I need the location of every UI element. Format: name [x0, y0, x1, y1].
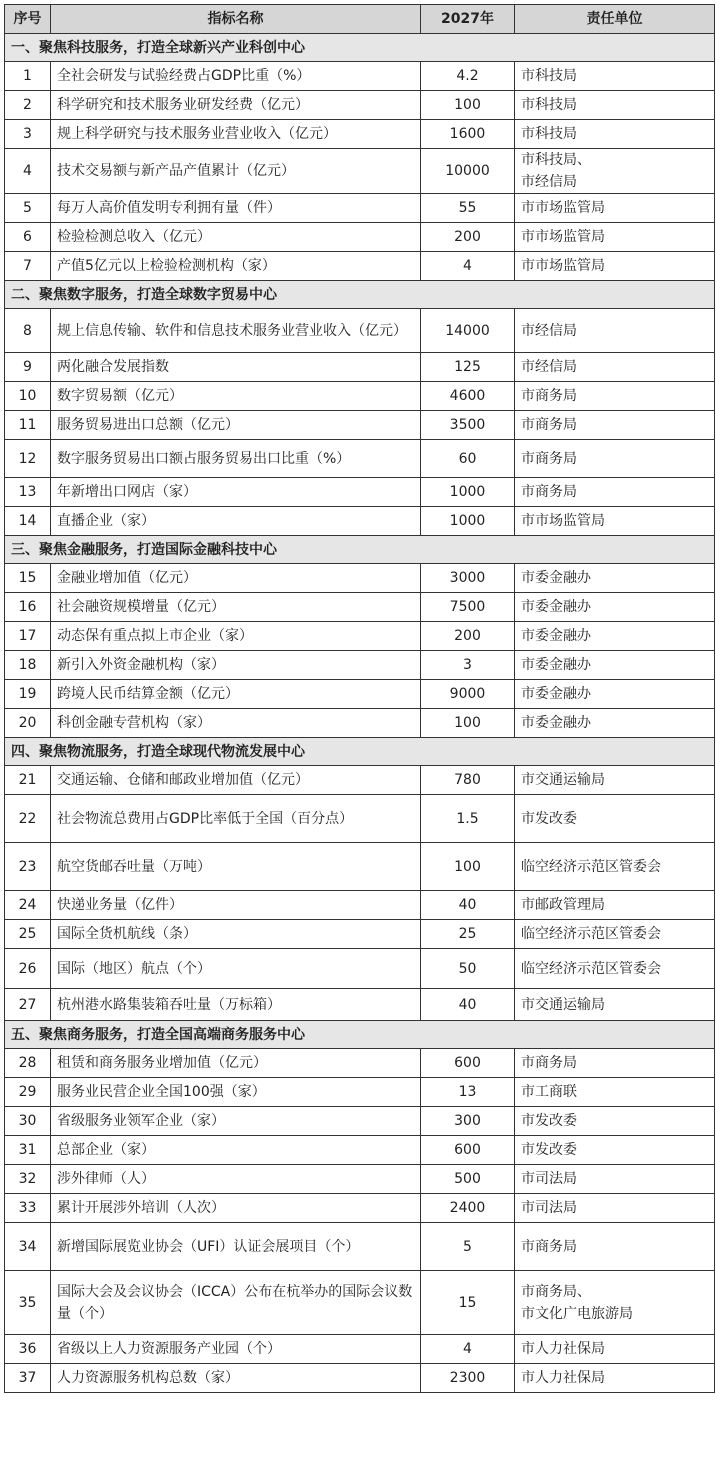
- table-row: [5, 622, 715, 651]
- row-number: 28: [5, 1049, 51, 1078]
- indicator-name: 新增国际展览业协会（UFI）认证会展项目（个）: [51, 1223, 421, 1271]
- section-title: 四、聚焦物流服务，打造全球现代物流发展中心: [5, 738, 715, 766]
- row-number: 23: [5, 843, 51, 891]
- indicator-name: 数字贸易额（亿元）: [51, 382, 421, 411]
- table-row: [5, 1223, 715, 1271]
- indicator-name: 全社会研发与试验经费占GDP比重（%）: [51, 62, 421, 91]
- row-number: 3: [5, 120, 51, 149]
- target-value: 600: [421, 1136, 515, 1165]
- target-value: 2300: [421, 1364, 515, 1393]
- indicator-name: 直播企业（家）: [51, 507, 421, 536]
- table-row: [5, 1271, 715, 1335]
- target-value: 1000: [421, 478, 515, 507]
- target-value: 300: [421, 1107, 515, 1136]
- responsible-unit: 市发改委: [515, 1107, 715, 1136]
- target-value: 10000: [421, 149, 515, 194]
- target-value: 1000: [421, 507, 515, 536]
- target-value: 4600: [421, 382, 515, 411]
- target-value: 1.5: [421, 795, 515, 843]
- responsible-unit: 市商务局: [515, 1223, 715, 1271]
- row-number: 34: [5, 1223, 51, 1271]
- row-number: 27: [5, 989, 51, 1021]
- responsible-unit: 市商务局: [515, 440, 715, 478]
- section-title: 二、聚焦数字服务，打造全球数字贸易中心: [5, 281, 715, 309]
- row-number: 36: [5, 1335, 51, 1364]
- row-number: 7: [5, 252, 51, 281]
- target-value: 25: [421, 920, 515, 949]
- indicator-name: 产值5亿元以上检验检测机构（家）: [51, 252, 421, 281]
- indicator-table: [4, 4, 715, 1393]
- section-row: [5, 536, 715, 564]
- target-value: 13: [421, 1078, 515, 1107]
- target-value: 3: [421, 651, 515, 680]
- table-row: [5, 1335, 715, 1364]
- indicator-name: 杭州港水路集装箱吞吐量（万标箱）: [51, 989, 421, 1021]
- table-row: [5, 564, 715, 593]
- table-row: [5, 593, 715, 622]
- table-row: [5, 194, 715, 223]
- indicator-name: 航空货邮吞吐量（万吨）: [51, 843, 421, 891]
- indicator-name: 检验检测总收入（亿元）: [51, 223, 421, 252]
- row-number: 25: [5, 920, 51, 949]
- header-year: 2027年: [421, 5, 515, 34]
- responsible-unit: 市委金融办: [515, 593, 715, 622]
- row-number: 16: [5, 593, 51, 622]
- target-value: 600: [421, 1049, 515, 1078]
- indicator-name: 动态保有重点拟上市企业（家）: [51, 622, 421, 651]
- responsible-unit: 市科技局: [515, 91, 715, 120]
- row-number: 17: [5, 622, 51, 651]
- section-title: 五、聚焦商务服务，打造全国高端商务服务中心: [5, 1021, 715, 1049]
- indicator-name: 国际（地区）航点（个）: [51, 949, 421, 989]
- table-row: [5, 353, 715, 382]
- target-value: 3000: [421, 564, 515, 593]
- indicator-name: 服务业民营企业全国100强（家）: [51, 1078, 421, 1107]
- responsible-unit: 临空经济示范区管委会: [515, 843, 715, 891]
- row-number: 30: [5, 1107, 51, 1136]
- row-number: 9: [5, 353, 51, 382]
- section-row: [5, 738, 715, 766]
- table-row: [5, 507, 715, 536]
- table-row: [5, 1364, 715, 1393]
- responsible-unit: 市发改委: [515, 795, 715, 843]
- indicator-name: 社会融资规模增量（亿元）: [51, 593, 421, 622]
- target-value: 14000: [421, 309, 515, 353]
- table-row: [5, 949, 715, 989]
- row-number: 33: [5, 1194, 51, 1223]
- target-value: 1600: [421, 120, 515, 149]
- section-row: [5, 281, 715, 309]
- responsible-unit: 市委金融办: [515, 564, 715, 593]
- responsible-unit: 市市场监管局: [515, 507, 715, 536]
- indicator-name: 省级以上人力资源服务产业园（个）: [51, 1335, 421, 1364]
- target-value: 60: [421, 440, 515, 478]
- responsible-unit: 市发改委: [515, 1136, 715, 1165]
- target-value: 5: [421, 1223, 515, 1271]
- target-value: 55: [421, 194, 515, 223]
- indicator-name: 快递业务量（亿件）: [51, 891, 421, 920]
- row-number: 24: [5, 891, 51, 920]
- responsible-unit: 市科技局、 市经信局: [515, 149, 715, 194]
- responsible-unit: 市经信局: [515, 309, 715, 353]
- table-row: [5, 989, 715, 1021]
- responsible-unit: 临空经济示范区管委会: [515, 949, 715, 989]
- responsible-unit: 市科技局: [515, 62, 715, 91]
- responsible-unit: 市司法局: [515, 1194, 715, 1223]
- indicator-name: 跨境人民币结算金额（亿元）: [51, 680, 421, 709]
- target-value: 9000: [421, 680, 515, 709]
- table-row: [5, 149, 715, 194]
- responsible-unit: 市市场监管局: [515, 194, 715, 223]
- target-value: 7500: [421, 593, 515, 622]
- table-row: [5, 1107, 715, 1136]
- responsible-unit: 市科技局: [515, 120, 715, 149]
- table-row: [5, 651, 715, 680]
- responsible-unit: 市商务局: [515, 382, 715, 411]
- table-row: [5, 920, 715, 949]
- responsible-unit: 市委金融办: [515, 651, 715, 680]
- table-row: [5, 91, 715, 120]
- target-value: 4.2: [421, 62, 515, 91]
- header-no: 序号: [5, 5, 51, 34]
- row-number: 26: [5, 949, 51, 989]
- table-row: [5, 680, 715, 709]
- indicator-name: 涉外律师（人）: [51, 1165, 421, 1194]
- responsible-unit: 市人力社保局: [515, 1364, 715, 1393]
- row-number: 10: [5, 382, 51, 411]
- target-value: 200: [421, 223, 515, 252]
- row-number: 1: [5, 62, 51, 91]
- responsible-unit: 市交通运输局: [515, 766, 715, 795]
- indicator-name: 累计开展涉外培训（人次）: [51, 1194, 421, 1223]
- indicator-name: 租赁和商务服务业增加值（亿元）: [51, 1049, 421, 1078]
- header-unit: 责任单位: [515, 5, 715, 34]
- table-row: [5, 1194, 715, 1223]
- table-row: [5, 252, 715, 281]
- row-number: 13: [5, 478, 51, 507]
- target-value: 15: [421, 1271, 515, 1335]
- table-row: [5, 766, 715, 795]
- indicator-name: 国际大会及会议协会（ICCA）公布在杭举办的国际会议数量（个）: [51, 1271, 421, 1335]
- indicator-name: 年新增出口网店（家）: [51, 478, 421, 507]
- target-value: 40: [421, 989, 515, 1021]
- row-number: 29: [5, 1078, 51, 1107]
- indicator-name: 交通运输、仓储和邮政业增加值（亿元）: [51, 766, 421, 795]
- table-row: [5, 478, 715, 507]
- responsible-unit: 市商务局: [515, 411, 715, 440]
- row-number: 11: [5, 411, 51, 440]
- row-number: 21: [5, 766, 51, 795]
- table-row: [5, 309, 715, 353]
- table-body: [5, 34, 715, 1393]
- responsible-unit: 市市场监管局: [515, 252, 715, 281]
- section-row: [5, 1021, 715, 1049]
- target-value: 500: [421, 1165, 515, 1194]
- row-number: 14: [5, 507, 51, 536]
- row-number: 18: [5, 651, 51, 680]
- indicator-name: 两化融合发展指数: [51, 353, 421, 382]
- row-number: 4: [5, 149, 51, 194]
- target-value: 100: [421, 91, 515, 120]
- indicator-name: 新引入外资金融机构（家）: [51, 651, 421, 680]
- responsible-unit: 市商务局: [515, 1049, 715, 1078]
- indicator-name: 社会物流总费用占GDP比率低于全国（百分点）: [51, 795, 421, 843]
- responsible-unit: 市委金融办: [515, 680, 715, 709]
- section-row: [5, 34, 715, 62]
- indicator-name: 服务贸易进出口总额（亿元）: [51, 411, 421, 440]
- table-header-row: [5, 5, 715, 34]
- table-row: [5, 411, 715, 440]
- target-value: 40: [421, 891, 515, 920]
- responsible-unit: 市工商联: [515, 1078, 715, 1107]
- table-row: [5, 440, 715, 478]
- indicator-name: 技术交易额与新产品产值累计（亿元）: [51, 149, 421, 194]
- table-row: [5, 1165, 715, 1194]
- responsible-unit: 市人力社保局: [515, 1335, 715, 1364]
- table-row: [5, 891, 715, 920]
- indicator-name: 国际全货机航线（条）: [51, 920, 421, 949]
- table-row: [5, 843, 715, 891]
- target-value: 125: [421, 353, 515, 382]
- indicator-name: 省级服务业领军企业（家）: [51, 1107, 421, 1136]
- responsible-unit: 市经信局: [515, 353, 715, 382]
- row-number: 2: [5, 91, 51, 120]
- table-row: [5, 1049, 715, 1078]
- table-row: [5, 223, 715, 252]
- row-number: 35: [5, 1271, 51, 1335]
- responsible-unit: 临空经济示范区管委会: [515, 920, 715, 949]
- responsible-unit: 市商务局: [515, 478, 715, 507]
- indicator-name: 规上信息传输、软件和信息技术服务业营业收入（亿元）: [51, 309, 421, 353]
- row-number: 19: [5, 680, 51, 709]
- target-value: 4: [421, 1335, 515, 1364]
- row-number: 32: [5, 1165, 51, 1194]
- responsible-unit: 市司法局: [515, 1165, 715, 1194]
- table-row: [5, 1078, 715, 1107]
- target-value: 50: [421, 949, 515, 989]
- row-number: 31: [5, 1136, 51, 1165]
- table-row: [5, 709, 715, 738]
- indicator-name: 人力资源服务机构总数（家）: [51, 1364, 421, 1393]
- indicator-name: 规上科学研究与技术服务业营业收入（亿元）: [51, 120, 421, 149]
- table-row: [5, 62, 715, 91]
- target-value: 100: [421, 709, 515, 738]
- target-value: 3500: [421, 411, 515, 440]
- row-number: 37: [5, 1364, 51, 1393]
- target-value: 100: [421, 843, 515, 891]
- responsible-unit: 市交通运输局: [515, 989, 715, 1021]
- row-number: 22: [5, 795, 51, 843]
- table-row: [5, 382, 715, 411]
- table-row: [5, 120, 715, 149]
- responsible-unit: 市商务局、 市文化广电旅游局: [515, 1271, 715, 1335]
- indicator-name: 每万人高价值发明专利拥有量（件）: [51, 194, 421, 223]
- row-number: 5: [5, 194, 51, 223]
- table-row: [5, 1136, 715, 1165]
- row-number: 8: [5, 309, 51, 353]
- responsible-unit: 市委金融办: [515, 709, 715, 738]
- indicator-name: 金融业增加值（亿元）: [51, 564, 421, 593]
- responsible-unit: 市市场监管局: [515, 223, 715, 252]
- row-number: 12: [5, 440, 51, 478]
- indicator-name: 科创金融专营机构（家）: [51, 709, 421, 738]
- header-name: 指标名称: [51, 5, 421, 34]
- responsible-unit: 市邮政管理局: [515, 891, 715, 920]
- responsible-unit: 市委金融办: [515, 622, 715, 651]
- row-number: 20: [5, 709, 51, 738]
- target-value: 4: [421, 252, 515, 281]
- section-title: 一、聚焦科技服务，打造全球新兴产业科创中心: [5, 34, 715, 62]
- target-value: 780: [421, 766, 515, 795]
- section-title: 三、聚焦金融服务，打造国际金融科技中心: [5, 536, 715, 564]
- indicator-name: 数字服务贸易出口额占服务贸易出口比重（%）: [51, 440, 421, 478]
- indicator-name: 总部企业（家）: [51, 1136, 421, 1165]
- table-row: [5, 795, 715, 843]
- indicator-name: 科学研究和技术服务业研发经费（亿元）: [51, 91, 421, 120]
- target-value: 2400: [421, 1194, 515, 1223]
- row-number: 6: [5, 223, 51, 252]
- target-value: 200: [421, 622, 515, 651]
- row-number: 15: [5, 564, 51, 593]
